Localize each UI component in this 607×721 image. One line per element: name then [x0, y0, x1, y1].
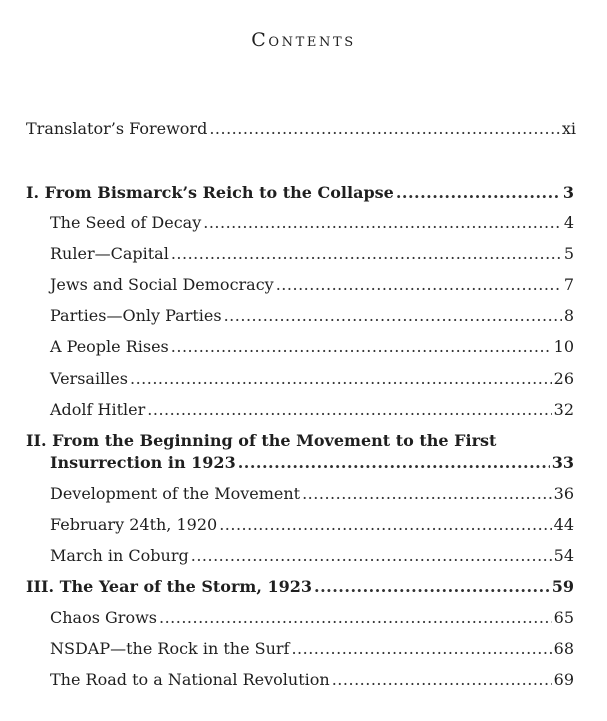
page-title: Contents: [251, 29, 356, 51]
toc-page-number: 44: [553, 515, 574, 534]
toc-page-number: xi: [561, 119, 576, 138]
toc-row: [26, 574, 574, 600]
toc-chapter-label-cont: Insurrection in 1923: [50, 453, 236, 472]
toc-entry-label: Jews and Social Democracy: [50, 275, 274, 294]
dot-leader: [191, 543, 552, 569]
dot-leader: [219, 512, 551, 538]
toc-row: [50, 303, 574, 329]
toc-entry[interactable]: [0, 667, 607, 693]
toc-row: [50, 210, 574, 236]
toc-chapter-1[interactable]: [0, 180, 607, 206]
toc-entry-label: Versailles: [50, 369, 128, 388]
toc-row: [50, 636, 574, 662]
toc-page-number: 32: [553, 400, 574, 419]
dot-leader: [302, 481, 552, 507]
toc-row: [50, 543, 574, 569]
toc-page-number: 8: [563, 306, 574, 325]
toc-chapter-3[interactable]: [0, 574, 607, 600]
toc-row: [50, 334, 574, 360]
dot-leader: [224, 303, 562, 329]
toc-entry-label: The Road to a National Revolution: [50, 670, 330, 689]
toc-row: [50, 481, 574, 507]
toc-row: [50, 397, 574, 423]
dot-leader: [209, 116, 560, 142]
toc-page-number: 69: [553, 670, 574, 689]
toc-entry-label: Adolf Hitler: [50, 400, 146, 419]
toc-entry-label: Parties—Only Parties: [50, 306, 222, 325]
toc-chapter-label: I. From Bismarck’s Reich to the Collapse: [26, 183, 394, 202]
toc-page-number: 65: [553, 608, 574, 627]
toc-entry[interactable]: [0, 241, 607, 267]
dot-leader: [171, 241, 562, 267]
toc-page-number: 10: [553, 337, 574, 356]
toc-entry-label: Development of the Movement: [50, 484, 301, 503]
toc-entry-label: A People Rises: [50, 337, 169, 356]
toc-entry[interactable]: [0, 512, 607, 538]
toc-page-number: 33: [551, 453, 574, 472]
dot-leader: [276, 272, 562, 298]
dot-leader: [159, 605, 552, 631]
toc-page-number: 26: [553, 369, 574, 388]
toc-entry[interactable]: [0, 481, 607, 507]
toc-entry[interactable]: [0, 366, 607, 392]
dot-leader: [171, 334, 552, 360]
toc-page-number: 68: [553, 639, 574, 658]
toc-entry[interactable]: [0, 543, 607, 569]
dot-leader: [396, 180, 561, 206]
toc-entry-label: Translator’s Foreword: [26, 119, 208, 138]
toc-page-number: 4: [563, 213, 574, 232]
toc-row: [50, 241, 574, 267]
toc-entry[interactable]: [0, 636, 607, 662]
toc-entry-label: Chaos Grows: [50, 608, 157, 627]
toc-entry-label: March in Coburg: [50, 546, 189, 565]
toc-row: [50, 667, 574, 693]
dot-leader: [332, 667, 552, 693]
toc-entry-label: Ruler—Capital: [50, 244, 169, 263]
dot-leader: [238, 450, 550, 476]
toc-entry[interactable]: [0, 303, 607, 329]
toc-page-number: 7: [563, 275, 574, 294]
dot-leader: [291, 636, 551, 662]
dot-leader: [314, 574, 550, 600]
toc-entry[interactable]: [0, 272, 607, 298]
toc-entry[interactable]: [0, 605, 607, 631]
toc-page-number: 3: [562, 183, 574, 202]
toc-chapter-2[interactable]: [0, 428, 607, 476]
dot-leader: [147, 397, 551, 423]
toc-row: [50, 272, 574, 298]
toc-entry[interactable]: [0, 334, 607, 360]
toc-entry[interactable]: [0, 397, 607, 423]
toc-page-number: 5: [563, 244, 574, 263]
toc-chapter-label: II. From the Beginning of the Movement to the First: [26, 431, 497, 450]
toc-row: [26, 180, 574, 206]
dot-leader: [130, 366, 552, 392]
toc-row: [26, 116, 576, 142]
toc-row: [50, 450, 574, 476]
toc-entry-label: The Seed of Decay: [50, 213, 202, 232]
toc-entry-label: NSDAP—the Rock in the Surf: [50, 639, 290, 658]
toc-page-number: 36: [553, 484, 574, 503]
toc-entry[interactable]: [0, 210, 607, 236]
toc-page-number: 54: [553, 546, 574, 565]
toc-chapter-label: III. The Year of the Storm, 1923: [26, 577, 313, 596]
toc-entry-foreword[interactable]: [0, 116, 607, 142]
toc-row: [50, 366, 574, 392]
dot-leader: [203, 210, 562, 236]
toc-row: [50, 605, 574, 631]
toc-row: [50, 512, 574, 538]
toc-page-number: 59: [551, 577, 574, 596]
toc-entry-label: February 24th, 1920: [50, 515, 218, 534]
